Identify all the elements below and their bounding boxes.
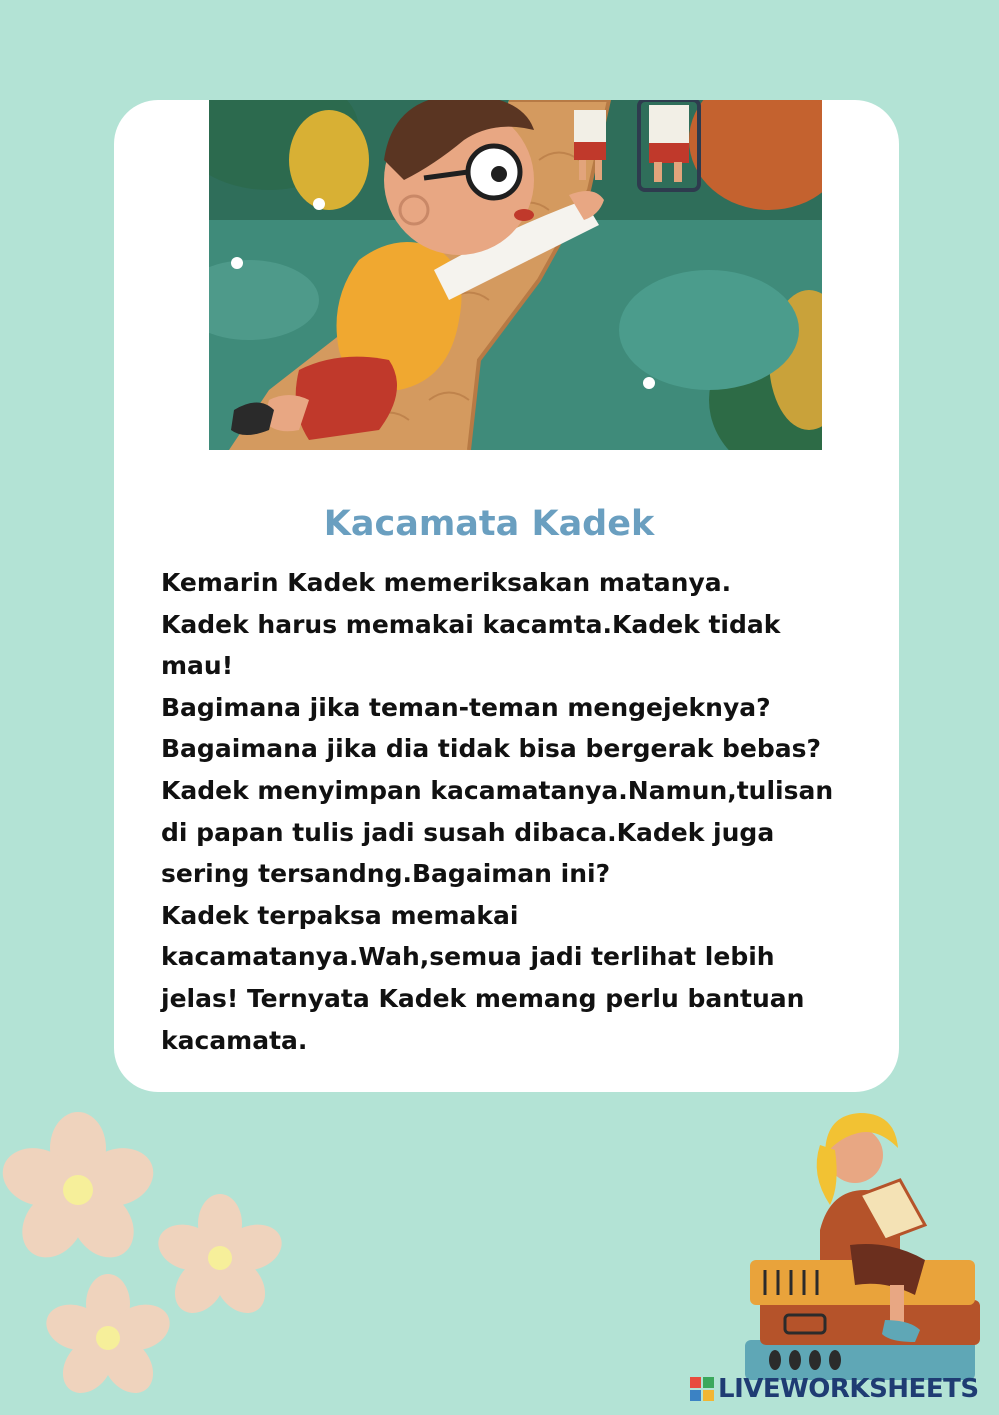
- story-line: Kemarin Kadek memeriksakan matanya.: [161, 568, 732, 597]
- story-line: Kadek harus memakai kacamta.Kadek tidak: [161, 609, 781, 639]
- story-line: kacamata.: [161, 1025, 308, 1055]
- story-line: Bagimana jika teman-teman mengejeknya?: [161, 692, 771, 722]
- story-line: jelas! Ternyata Kadek memang perlu bantuan: [161, 983, 805, 1013]
- story-line: Kadek terpaksa memakai: [161, 900, 519, 930]
- reading-girl-illustration: [740, 1105, 995, 1384]
- story-line: Kadek menyimpan kacamatanya.Namun,tulisan: [161, 775, 834, 805]
- story-line: sering tersandng.Bagaiman ini?: [161, 859, 611, 889]
- story-line: di papan tulis jadi susah dibaca.Kadek juga: [161, 817, 775, 847]
- story-text: [161, 562, 871, 1061]
- story-line: kacamatanya.Wah,semua jadi terlihat lebih: [161, 942, 775, 972]
- flower-icon: [0, 1112, 288, 1400]
- story-title: Kacamata Kadek: [323, 504, 655, 544]
- decorative-flowers: [0, 1100, 300, 1404]
- story-line: mau!: [161, 651, 234, 681]
- live-logo-icon: [690, 1377, 714, 1401]
- story-illustration: [209, 100, 822, 450]
- story-line: Bagaimana jika dia tidak bisa bergerak bebas?: [161, 734, 822, 764]
- brand-text: LIVEWORKSHEETS: [718, 1374, 979, 1404]
- liveworksheets-brand: [690, 1372, 979, 1406]
